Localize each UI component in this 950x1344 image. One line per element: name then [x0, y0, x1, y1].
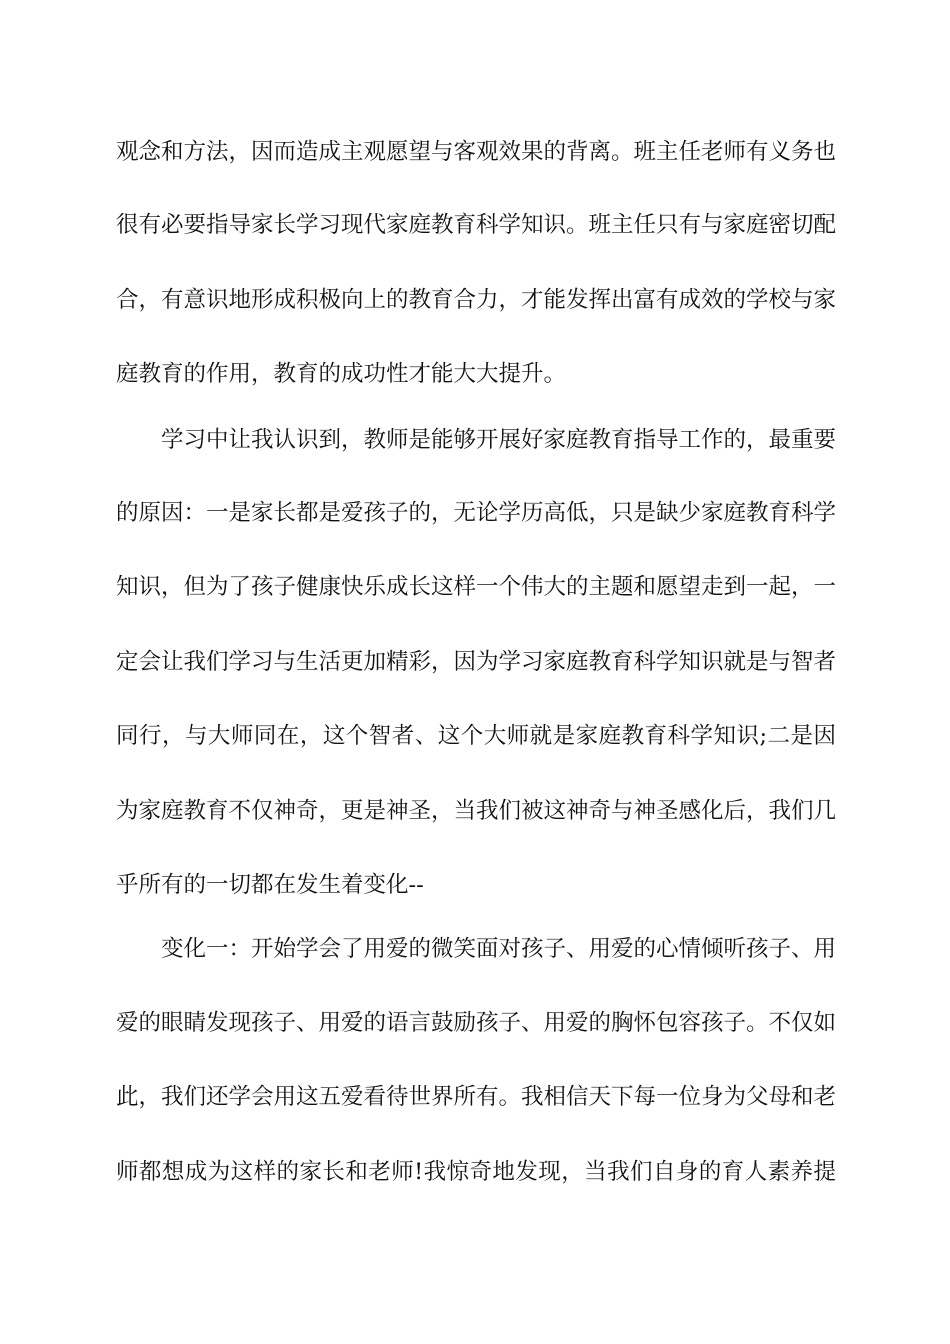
text-line: 合，有意识地形成积极向上的教育合力，才能发挥出富有成效的学校与家 [116, 287, 837, 313]
text-line: 同行，与大师同在，这个智者、这个大师就是家庭教育科学知识;二是因 [116, 723, 836, 749]
paragraph-first-line: 学习中让我认识到，教师是能够开展好家庭教育指导工作的，最重要 [161, 427, 837, 453]
text-line: 很有必要指导家长学习现代家庭教育科学知识。班主任只有与家庭密切配 [116, 212, 837, 238]
text-line: 的原因：一是家长都是爱孩子的，无论学历高低，只是缺少家庭教育科学 [116, 500, 837, 526]
text-line: 乎所有的一切都在发生着变化-- [116, 872, 424, 898]
text-line: 知识，但为了孩子健康快乐成长这样一个伟大的主题和愿望走到一起，一 [116, 574, 837, 600]
paragraph-first-line: 变化一：开始学会了用爱的微笑面对孩子、用爱的心情倾听孩子、用 [161, 936, 837, 962]
text-line: 观念和方法，因而造成主观愿望与客观效果的背离。班主任老师有义务也 [116, 139, 837, 165]
text-line: 爱的眼睛发现孩子、用爱的语言鼓励孩子、用爱的胸怀包容孩子。不仅如 [116, 1010, 837, 1036]
text-line: 定会让我们学习与生活更加精彩，因为学习家庭教育科学知识就是与智者 [116, 649, 837, 675]
text-line: 庭教育的作用，教育的成功性才能大大提升。 [116, 361, 567, 387]
text-line: 此，我们还学会用这五爱看待世界所有。我相信天下每一位身为父母和老 [116, 1084, 837, 1110]
text-line: 为家庭教育不仅神奇，更是神圣，当我们被这神奇与神圣感化后，我们几 [116, 798, 837, 824]
text-line: 师都想成为这样的家长和老师!我惊奇地发现，当我们自身的育人素养提 [116, 1159, 836, 1185]
